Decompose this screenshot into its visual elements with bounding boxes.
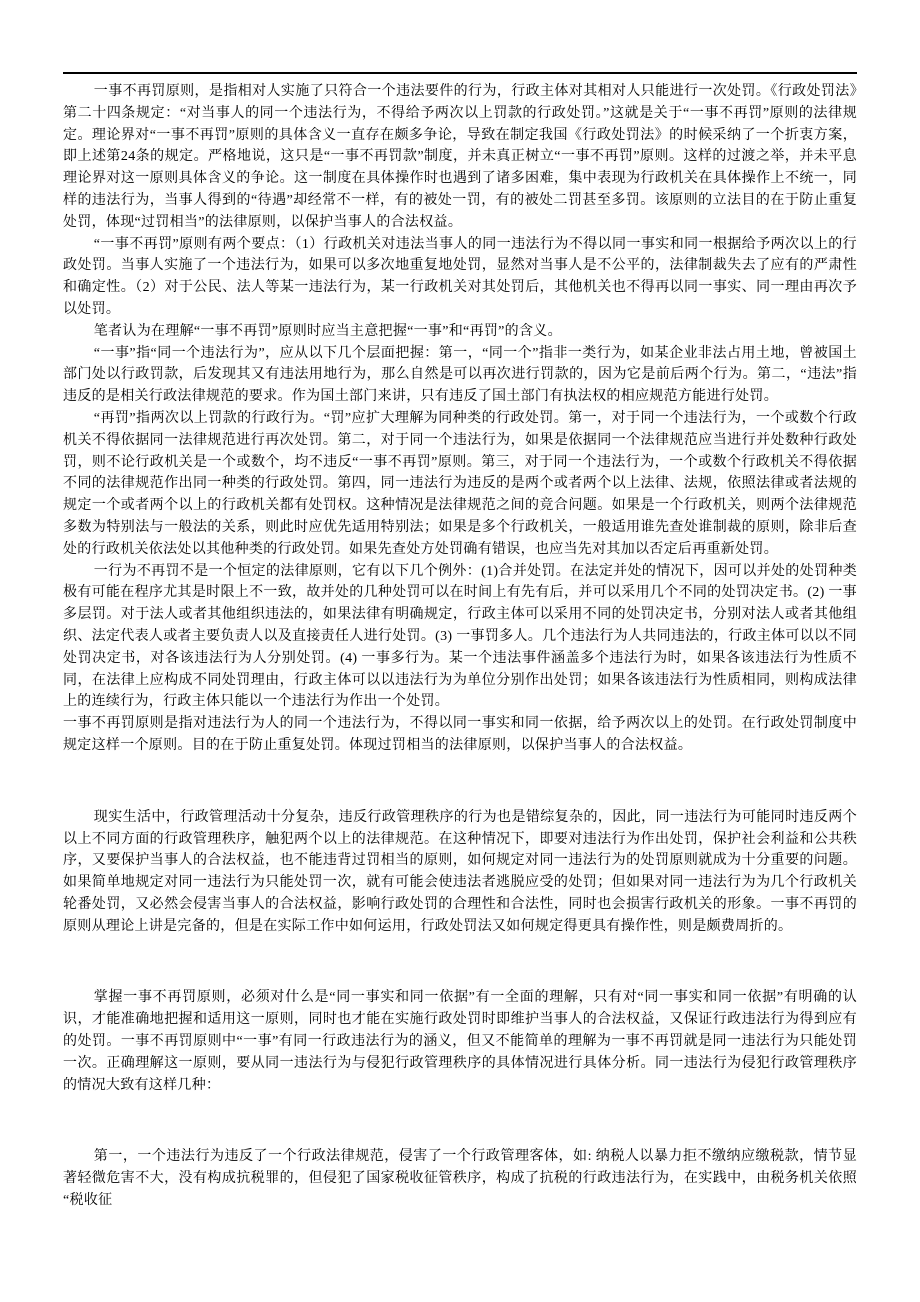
paragraph-grasping-principle: 掌握一事不再罚原则，必须对什么是“同一事实和同一依据”有一全面的理解，只有对“同一事实和同一依据”有明确的认识，才能准确地把握和适用这一原则，同时也才能在实施行政处罚时即维护当事人的合法权益，又保证行政违法行为得到应有的处罚。一事不再罚原则中“一事”有同一行政违法行为的涵义，但又不能简单的理解为一事不再罚就是同一违法行为只能处罚一次。正确理解这一原则，要从同一违法行为与侵犯行政管理秩序的具体情况进行具体分析。同一违法行为侵犯行政管理秩序的情况大致有这样几种： — [63, 990, 857, 1093]
paragraph-one-matter-meaning: “一事”指“同一个违法行为”，应从以下几个层面把握：第一，“同一个”指非一类行为，如某企业非法占用土地，曾被国土部门处以行政罚款，后发现其又有违法用地行为，那么自然是可以再次进行罚款的，因为它是前后两个行为。第二，“违法”指违反的是相关行政法律规范的要求。作为国土部门来讲，只有违反了国土部门有执法权的相应规范方能进行处罚。 — [63, 345, 857, 405]
paragraph-re-punishment-meaning: “再罚”指两次以上罚款的行政行为。“罚”应扩大理解为同种类的行政处罚。第一，对于同一个违法行为，一个或数个行政机关不得依据同一法律规范进行再次处罚。第二，对于同一个违法行为，如果是依据同一个法律规范应当进行并处数种行政处罚，则不论行政机关是一个或数个，均不违反“一事不再罚”原则。第三，对于同一个违法行为，一个或数个行政机关不得依据不同的法律规范作出同一种类的行政处罚。第四，同一违法行为违反的是两个或者两个以上法律、法规，依照法律或者法规的规定一个或者两个以上的行政机关都有处罚权。这种情况是法律规范之间的竞合问题。如果是一个行政机关，则两个法律规范多数为特别法与一般法的关系，则此时应优先适用特别法；如果是多个行政机关，一般适用谁先查处谁制裁的原则，除非后查处的行政机关依法处以其他种类的行政处罚。如果先查处方处罚确有错误，也应当先对其加以否定后再重新处罚。 — [63, 410, 857, 557]
paragraph-author-view: 笔者认为在理解“一事不再罚”原则时应当主意把握“一事”和“再罚”的含义。 — [93, 323, 562, 339]
paragraph-principle-definition: 一事不再罚原则，是指相对人实施了只符合一个违法要件的行为，行政主体对其相对人只能进行一次处罚。《行政处罚法》第二十四条规定：“对当事人的同一个违法行为，不得给予两次以上罚款的行政处罚。”这就是关于“一事不再罚”原则的法律规定。理论界对“一事不再罚”原则的具体含义一直存在颇多争论，导致在制定我国《行政处罚法》的时候采纳了一个折衷方案，即上述第24条的规定。严格地说，这只是“一事不再罚款”制度，并未真正树立“一事不再罚”原则。这样的过渡之举，并未平息理论界对这一原则具体含义的争论。这一制度在具体操作时也遇到了诸多困难，集中表现为行政机关在具体操作上不统一，同样的违法行为，当事人得到的“待遇”却经常不一样，有的被处一罚，有的被处二罚甚至多罚。该原则的立法目的在于防止重复处罚，体现“过罚相当”的法律原则，以保护当事人的合法权益。 — [63, 84, 857, 230]
paragraph-exceptions: 一行为不再罚不是一个恒定的法律原则，它有以下几个例外：(1)合并处罚。在法定并处的情况下，因可以并处的处罚种类极有可能在程序尤其是时限上不一致，故并处的几种处罚可以在时间上有先有后，并可以采用几个不同的处罚决定书。(2) 一事多层罚。对于法人或者其他组织违法的，如果法律有明确规定，行政主体可以采用不同的处罚决定书，分别对法人或者其他组织、法定代表人或者主要负责人以及直接责任人进行处罚。(3) 一事罚多人。几个违法行为人共同违法的，行政主体可以以不同处罚决定书，对各该违法行为人分别处罚。(4) 一事多行为。某一个违法事件涵盖多个违法行为时，如果各该违法行为性质不同，在法律上应构成不同处罚理由，行政主体可以以违法行为为单位分别作出处罚；如果各该违法行为性质相同，则构成法律上的连续行为，行政主体只能以一个违法行为作出一个处罚。 — [63, 563, 857, 710]
header-rule — [63, 72, 857, 74]
paragraph-real-life-complexity: 现实生活中，行政管理活动十分复杂，违反行政管理秩序的行为也是错综复杂的，因此，同一违法行为可能同时违反两个以上不同方面的行政管理秩序，触犯两个以上的法律规范。在这种情况下，即要对违法行为作出处罚，保护社会利益和公共秩序，又要保护当事人的合法权益，也不能违背过罚相当的原则，如何规定对同一违法行为的处罚原则就成为十分重要的问题。如果简单地规定对同一违法行为只能处罚一次，就有可能会使违法者逃脱应受的处罚；但如果对同一违法行为为几个行政机关轮番处罚，又必然会侵害当事人的合法权益，影响行政处罚的合理性和合法性，同时也会损害行政机关的形象。一事不再罚的原则从理论上讲是完备的，但是在实际工作中如何运用，行政处罚法又如何规定得更具有操作性，则是颇费周折的。 — [63, 809, 857, 934]
paragraph-summary: 一事不再罚原则是指对违法行为人的同一个违法行为，不得以同一事实和同一依据，给予两次以上的处罚。在行政处罚制度中规定这样一个原则。目的在于防止重复处罚。体现过罚相当的法律原则，以保护当事人的合法权益。 — [63, 716, 857, 753]
document-body — [63, 81, 857, 1212]
paragraph-two-key-points: “一事不再罚”原则有两个要点：（1）行政机关对违法当事人的同一违法行为不得以同一事实和同一根据给予两次以上的行政处罚。当事人实施了一个违法行为，如果可以多次地重复地处罚，显然对当事人是不公平的，法律制裁失去了应有的严肃性和确定性。（2）对于公民、法人等某一违法行为，某一行政机关对其处罚后，其他机关也不得再以同一事实、同一理由再次予以处罚。 — [63, 236, 857, 317]
paragraph-case-one: 第一，一个违法行为违反了一个行政法律规范，侵害了一个行政管理客体，如: 纳税人以暴力拒不缴纳应缴税款，情节显著轻微危害不大，没有构成抗税罪的，但侵犯了国家税收征管秩序，构成了抗税的行政违法行为，在实践中，由税务机关依照“税收征 — [63, 1149, 857, 1209]
